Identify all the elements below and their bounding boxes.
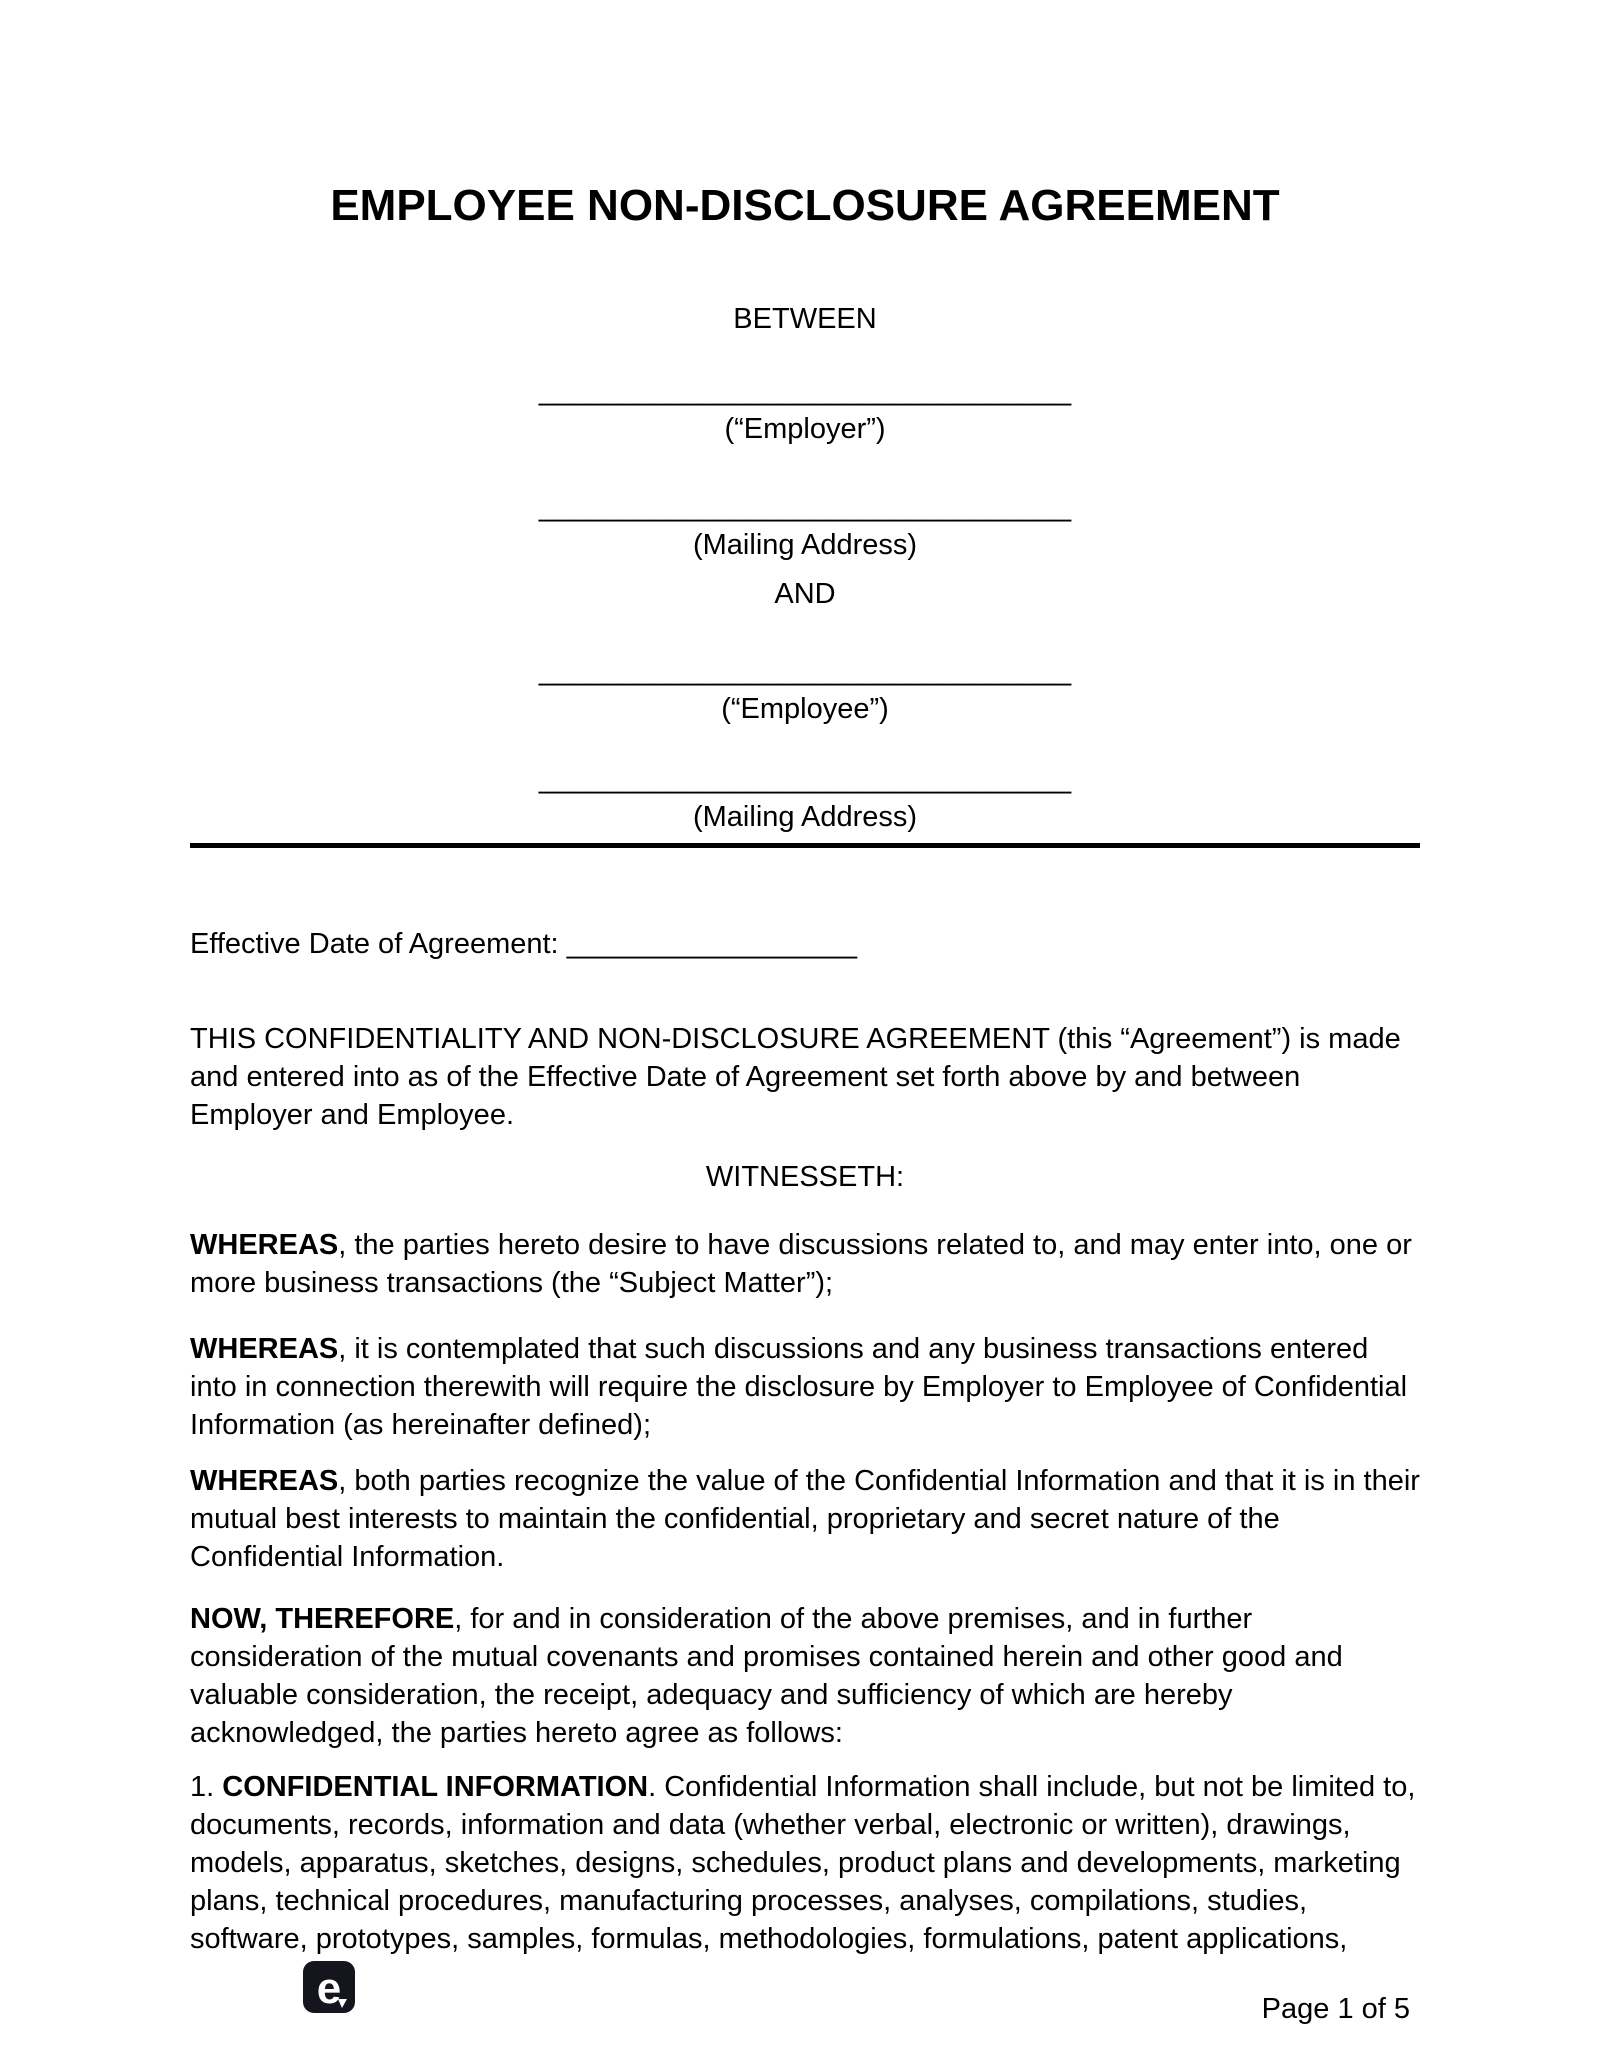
whereas-paragraph-3: WHEREAS, both parties recognize the value of the Confidential Information and that it is in their mutual best interests to maintain the confidential, proprietary and secret nature of the Confidential Information. <box>190 1465 1420 1573</box>
page-number: Page 1 of 5 <box>1261 1993 1410 2025</box>
effective-date-blank: __________________ <box>566 928 857 960</box>
svg-text:e: e <box>316 1964 342 2013</box>
between-label: BETWEEN <box>733 303 877 335</box>
employer-blank-line: _________________________________ <box>538 375 1072 407</box>
section-1-confidential-information: 1. CONFIDENTIAL INFORMATION. Confidential Information shall include, but not be limited to, documents, records, information and data (whether verbal, electronic or written), drawings, models, apparatus, sketches, designs, schedules, product plans and developments, marketing plans, technical procedures, manufacturing processes, analyses, compilations, studies, software, prototypes, samples, formulas, methodologies, formulations, patent applications, <box>190 1771 1416 1955</box>
employee-field <box>190 652 1420 728</box>
effective-date-label: Effective Date of Agreement: <box>190 928 567 960</box>
intro-paragraph: THIS CONFIDENTIALITY AND NON-DISCLOSURE AGREEMENT (this “Agreement”) is made and entered into as of the Effective Date of Agreement set forth above by and between Employer and Employee. <box>190 1023 1401 1131</box>
and-label: AND <box>774 578 836 610</box>
page-title: EMPLOYEE NON-DISCLOSURE AGREEMENT <box>330 181 1280 230</box>
eforms-logo-icon <box>300 1955 358 2021</box>
whereas-lead-2: WHEREAS <box>190 1333 339 1365</box>
employee-mailing-field <box>190 760 1420 836</box>
employer-field <box>190 372 1420 448</box>
whereas-lead-1: WHEREAS <box>190 1229 339 1261</box>
employer-label: (“Employer”) <box>724 413 886 445</box>
employer-mailing-field <box>190 488 1420 564</box>
employee-mailing-label: (Mailing Address) <box>692 801 918 833</box>
whereas-paragraph-2: WHEREAS, it is contemplated that such discussions and any business transactions entered into in connection therewith will require the disclosure by Employer to Employee of Confidential Information (as hereinafter defined); <box>190 1333 1408 1441</box>
now-therefore-lead: NOW, THEREFORE <box>190 1603 455 1635</box>
whereas-lead-3: WHEREAS <box>190 1465 339 1497</box>
header-divider-rule <box>190 843 1420 848</box>
document-body <box>190 0 1420 2070</box>
whereas-paragraph-1: WHEREAS, the parties hereto desire to have discussions related to, and may enter into, one or more business transactions (the “Subject Matter”); <box>190 1229 1412 1299</box>
witnesseth-heading: WITNESSETH: <box>705 1161 905 1193</box>
now-therefore-paragraph: NOW, THEREFORE, for and in consideration of the above premises, and in further consideration of the mutual covenants and promises contained herein and other good and valuable consideration, the receipt, adequacy and sufficiency of which are hereby acknowledged, the parties hereto agree as follows: <box>190 1603 1343 1749</box>
section-1-heading: CONFIDENTIAL INFORMATION <box>222 1771 649 1803</box>
employer-mailing-label: (Mailing Address) <box>692 529 918 561</box>
eforms-logo <box>300 1955 358 2031</box>
employee-blank-line: _________________________________ <box>538 655 1072 687</box>
employee-mailing-blank-line: _________________________________ <box>538 763 1072 795</box>
employee-label: (“Employee”) <box>721 693 889 725</box>
employer-mailing-blank-line: _________________________________ <box>538 491 1072 523</box>
effective-date-line <box>190 925 1420 963</box>
